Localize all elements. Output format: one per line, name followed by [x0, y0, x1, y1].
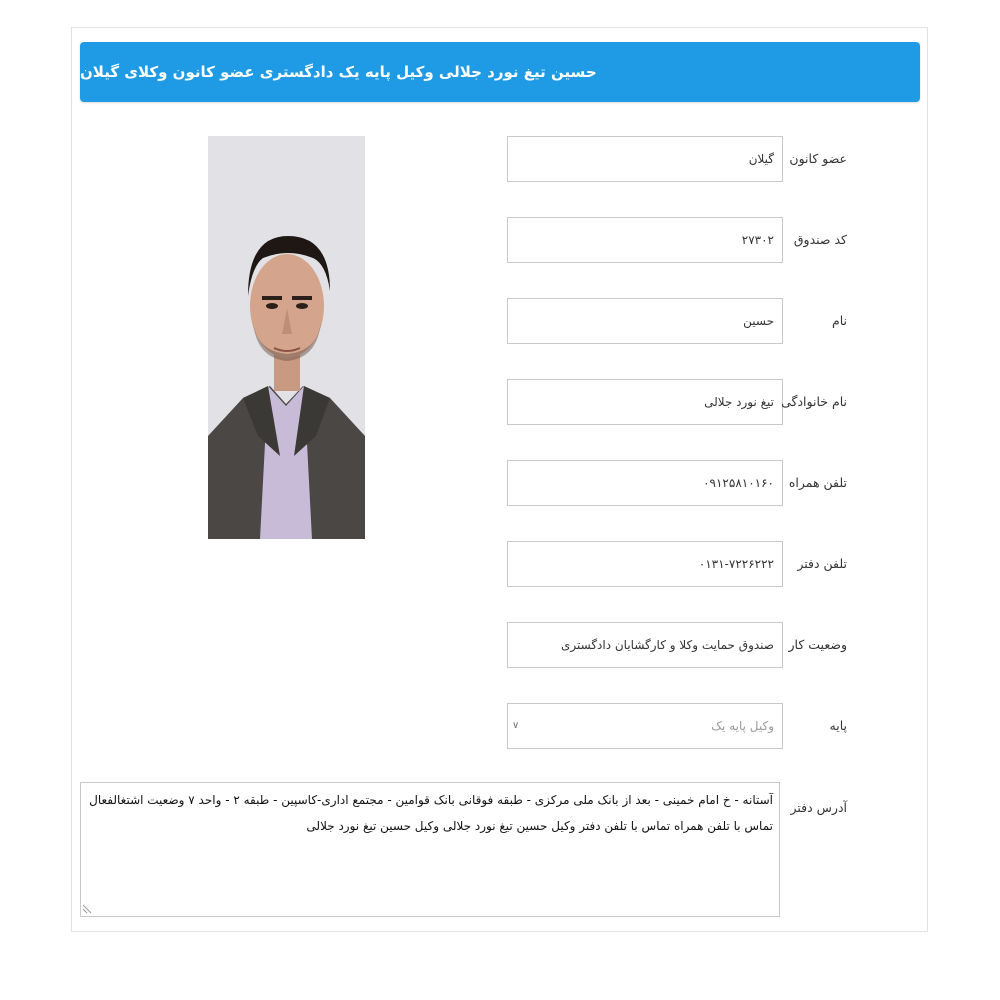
mobile-phone-field[interactable]: ۰۹۱۲۵۸۱۰۱۶۰: [507, 460, 783, 506]
office-phone-row: [507, 541, 847, 589]
base-label: پایه: [829, 718, 847, 733]
mobile-phone-row: [507, 460, 847, 508]
office-phone-field[interactable]: ۰۱۳۱-۷۲۲۶۲۲۲: [507, 541, 783, 587]
member-of-bar-row: [507, 136, 847, 184]
base-select[interactable]: [507, 703, 783, 749]
page-title: حسین تیغ نورد جلالی وکیل پایه یک دادگستری عضو کانون وکلای گیلان: [80, 42, 920, 102]
member-of-bar-field[interactable]: گیلان: [507, 136, 783, 182]
mobile-phone-label: تلفن همراه: [788, 475, 847, 490]
resize-handle-icon[interactable]: [82, 902, 94, 914]
fund-code-row: [507, 217, 847, 265]
fund-code-field[interactable]: ۲۷۳۰۲: [507, 217, 783, 263]
first-name-row: [507, 298, 847, 346]
work-status-field[interactable]: صندوق حمایت وکلا و کارگشایان دادگستری: [507, 622, 783, 668]
member-of-bar-label: عضو کانون: [789, 151, 847, 166]
office-phone-label: تلفن دفتر: [797, 556, 847, 571]
first-name-field[interactable]: حسین: [507, 298, 783, 344]
fund-code-label: کد صندوق: [793, 232, 847, 247]
first-name-label: نام: [831, 313, 847, 328]
work-status-label: وضعیت کار: [788, 637, 847, 652]
base-row: [507, 703, 847, 751]
lawyer-photo: [208, 136, 365, 539]
office-address-label: آدرس دفتر: [790, 800, 847, 815]
office-address-textarea[interactable]: آستانه - خ امام خمینی - بعد از بانک ملی مرکزی - طبقه فوقانی بانک قوامین - مجتمع اداری-کاسپین - طبقه ۲ - واحد ۷ وضعیت اشتغالفعال تماس با تلفن همراه تماس با تلفن دفتر وکیل حسین تیغ نورد جلالی وکیل حسین تیغ نورد جلالی: [80, 782, 780, 917]
base-select-value: وکیل پایه یک: [711, 719, 774, 733]
work-status-row: [507, 622, 847, 670]
chevron-down-icon[interactable]: ∨: [512, 720, 520, 731]
portrait-image: [208, 136, 365, 539]
last-name-label: نام خانوادگی: [781, 394, 847, 409]
last-name-row: [507, 379, 847, 427]
last-name-field[interactable]: تیغ نورد جلالی: [507, 379, 783, 425]
